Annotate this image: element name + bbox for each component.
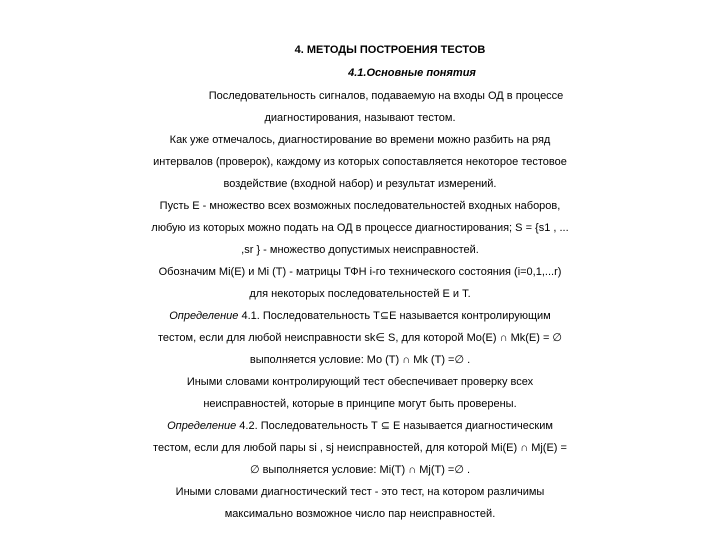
p2-line-1: Как уже отмечалось, диагностирование во времени можно разбить на ряд (169, 134, 551, 146)
p2-line-3: воздействие (входной набор) и результат измерений. (223, 178, 497, 190)
p4-line-1: Обозначим Mi(E) и Mi (T) - матрицы ТФН i-го технического состояния (i=0,1,...r) (158, 266, 562, 278)
p3-line-2: любую из которых можно подать на ОД в процессе диагностирования; S = {s1 , ... (151, 222, 569, 234)
p3-line-3: ,sr } - множество допустимых неисправностей. (241, 244, 479, 256)
p6-line-2: максимально возможное число пар неисправностей. (224, 508, 496, 520)
definition-1-line-2: тестом, если для любой неисправности sk∈ S, для которой Mo(E) ∩ Mk(E) = ∅ (157, 332, 563, 344)
p1-line-2: диагностирования, называют тестом. (264, 112, 456, 124)
p6-line-1: Иными словами диагностический тест - это тест, на котором различимы (175, 486, 545, 498)
definition-2-text: 4.2. Последовательность Т ⊆ Е называется диагностическим (236, 420, 553, 432)
heading: 4. МЕТОДЫ ПОСТРОЕНИЯ ТЕСТОВ (294, 44, 486, 56)
definition-1-line-3: выполняется условие: Mo (T) ∩ Mk (T) =∅ . (249, 354, 471, 366)
p2-line-2: интервалов (проверок), каждому из которых сопоставляется некоторое тестовое (153, 156, 567, 168)
p5-line-1: Иными словами контролирующий тест обеспечивает проверку всех (186, 376, 534, 388)
p3-line-1: Пусть Е - множество всех возможных последовательностей входных наборов, (159, 200, 561, 212)
definition-1-term: Определение (169, 310, 239, 322)
p1-line-1: Последовательность сигналов, подаваемую на входы ОД в процессе (208, 90, 564, 102)
definition-2-line-2: тестом, если для любой пары si , sj неисправностей, для которой Mi(E) ∩ Mj(E) = (153, 442, 567, 454)
p4-line-2: для некоторых последовательностей Е и Т. (249, 288, 471, 300)
definition-1-text: 4.1. Последовательность Т⊆Е называется контролирующим (238, 310, 551, 322)
definition-2-line-3: ∅ выполняется условие: Mi(T) ∩ Mj(T) =∅ . (249, 464, 471, 476)
subheading: 4.1.Основные понятия (348, 67, 476, 79)
definition-2-line-1 (0, 416, 720, 436)
definition-1-line-1 (0, 306, 720, 326)
p5-line-2: неисправностей, которые в принципе могут быть проверены. (203, 398, 517, 410)
definition-2-term: Определение (167, 420, 237, 432)
